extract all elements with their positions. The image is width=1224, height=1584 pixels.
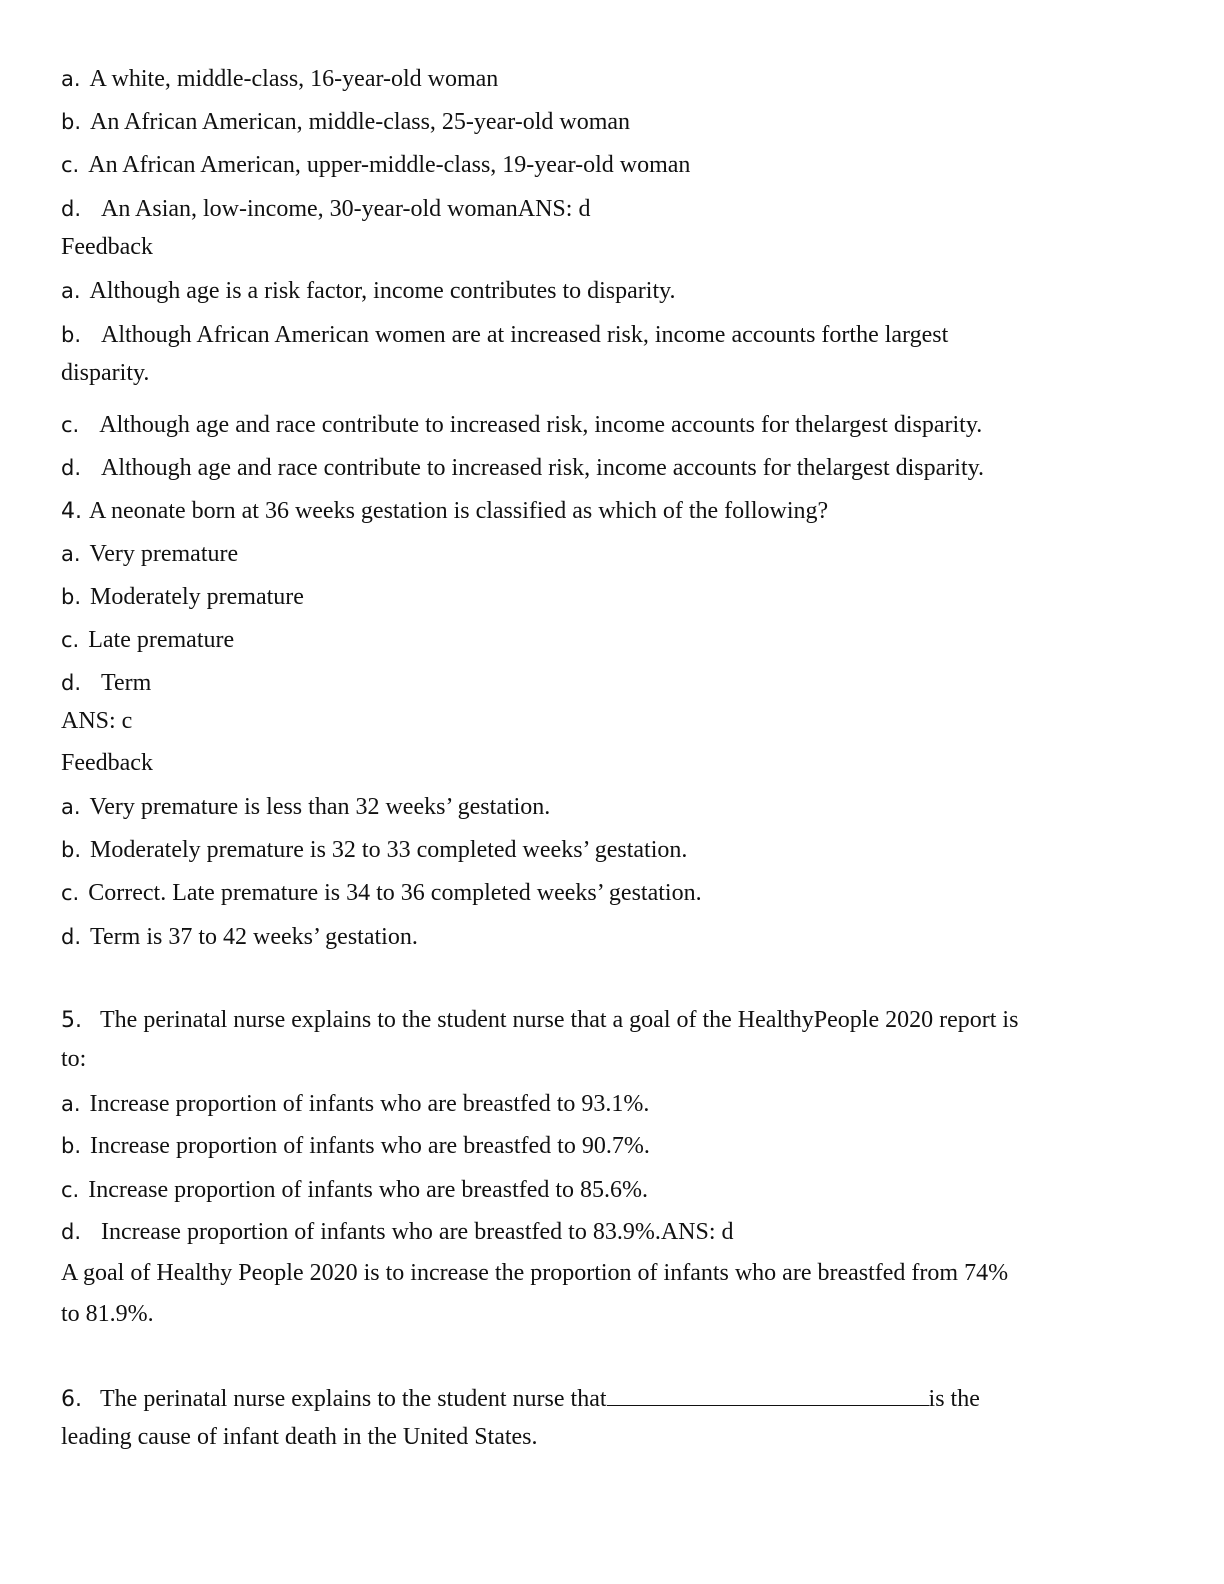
- q3-feedback-c: [61, 410, 982, 440]
- option-marker: d.: [61, 197, 82, 221]
- question-number: 4.: [61, 499, 82, 524]
- q4-option-d: [61, 668, 151, 698]
- q5-option-c: [61, 1175, 648, 1205]
- feedback-text: Although African American women are at increased risk, income accounts forthe largest: [101, 322, 949, 348]
- option-text: Late premature: [88, 627, 235, 653]
- feedback-marker: a.: [61, 795, 81, 819]
- q5-rationale: A goal of Healthy People 2020 is to increase the proportion of infants who are breastfed from 74%: [61, 1260, 1009, 1286]
- option-marker: c.: [61, 628, 80, 652]
- q5-stem-continued: to:: [61, 1046, 87, 1072]
- feedback-marker: c.: [61, 413, 80, 437]
- option-text: Very premature: [89, 541, 239, 567]
- feedback-marker: a.: [61, 279, 81, 303]
- option-text: Increase proportion of infants who are breastfed to 85.6%.: [88, 1177, 649, 1203]
- q3-feedback-b: [61, 320, 948, 350]
- option-marker: c.: [61, 1178, 80, 1202]
- q4-option-b: [61, 582, 304, 612]
- option-text: An African American, middle-class, 25-year-old woman: [90, 109, 631, 135]
- option-marker: d.: [61, 1220, 82, 1244]
- q3-option-c: [61, 150, 690, 180]
- option-marker: b.: [61, 1134, 82, 1158]
- question-number: 6.: [61, 1387, 82, 1412]
- option-marker: a.: [61, 67, 81, 91]
- q6-stem-continued: leading cause of infant death in the United States.: [61, 1424, 538, 1450]
- option-text: Moderately premature: [90, 584, 304, 610]
- q4-feedback-b: [61, 835, 687, 865]
- option-marker: b.: [61, 110, 82, 134]
- option-text: An Asian, low-income, 30-year-old womanANS: d: [101, 196, 591, 222]
- option-marker: d.: [61, 671, 82, 695]
- feedback-text: Term is 37 to 42 weeks’ gestation.: [90, 924, 418, 950]
- q3-option-b: [61, 107, 630, 137]
- q4-feedback-a: [61, 792, 550, 822]
- option-marker: b.: [61, 585, 82, 609]
- q4-stem: [61, 496, 828, 527]
- option-text: An African American, upper-middle-class, 19-year-old woman: [88, 152, 691, 178]
- q3-option-d: [61, 194, 590, 224]
- q4-option-a: [61, 539, 238, 569]
- question-number: 5.: [61, 1008, 82, 1033]
- question-text: A neonate born at 36 weeks gestation is classified as which of the following?: [89, 498, 829, 524]
- feedback-marker: d.: [61, 456, 82, 480]
- q5-option-a: [61, 1089, 649, 1119]
- question-text-before-blank: The perinatal nurse explains to the student nurse that: [100, 1386, 607, 1412]
- q5-stem: [61, 1005, 1018, 1036]
- q4-feedback-heading: Feedback: [61, 750, 153, 776]
- q5-option-b: [61, 1131, 650, 1161]
- feedback-text: Although age and race contribute to increased risk, income accounts for thelargest disparity.: [101, 455, 985, 481]
- answer-blank: [607, 1383, 929, 1406]
- q3-feedback-b-continued: disparity.: [61, 360, 150, 386]
- feedback-text: Moderately premature is 32 to 33 completed weeks’ gestation.: [90, 837, 688, 863]
- q5-option-d: [61, 1217, 734, 1247]
- feedback-text: Although age and race contribute to increased risk, income accounts for thelargest disparity.: [99, 412, 983, 438]
- feedback-text: Correct. Late premature is 34 to 36 completed weeks’ gestation.: [88, 880, 702, 906]
- option-text: Increase proportion of infants who are breastfed to 83.9%.ANS: d: [101, 1219, 734, 1245]
- option-marker: c.: [61, 153, 80, 177]
- q4-option-c: [61, 625, 234, 655]
- question-text-after-blank: is the: [928, 1386, 980, 1412]
- option-text: Term: [101, 670, 152, 696]
- q3-feedback-a: [61, 276, 676, 306]
- q3-feedback-heading: Feedback: [61, 234, 153, 260]
- option-marker: a.: [61, 1092, 81, 1116]
- feedback-text: Although age is a risk factor, income contributes to disparity.: [89, 278, 676, 304]
- option-text: A white, middle-class, 16-year-old woman: [89, 66, 499, 92]
- feedback-text: Very premature is less than 32 weeks’ gestation.: [89, 794, 551, 820]
- q4-feedback-c: [61, 878, 702, 908]
- q5-rationale-continued: to 81.9%.: [61, 1301, 154, 1327]
- feedback-marker: c.: [61, 881, 80, 905]
- option-text: Increase proportion of infants who are breastfed to 93.1%.: [89, 1091, 650, 1117]
- feedback-marker: b.: [61, 838, 82, 862]
- q3-option-a: [61, 64, 498, 94]
- option-marker: a.: [61, 542, 81, 566]
- option-text: Increase proportion of infants who are breastfed to 90.7%.: [90, 1133, 650, 1159]
- q6-stem: [61, 1383, 980, 1415]
- q4-feedback-d: [61, 922, 418, 952]
- q4-answer: ANS: c: [61, 708, 133, 734]
- feedback-marker: d.: [61, 925, 82, 949]
- feedback-marker: b.: [61, 323, 82, 347]
- q3-feedback-d: [61, 453, 984, 483]
- question-text: The perinatal nurse explains to the student nurse that a goal of the HealthyPeople 2020 report is: [100, 1007, 1019, 1033]
